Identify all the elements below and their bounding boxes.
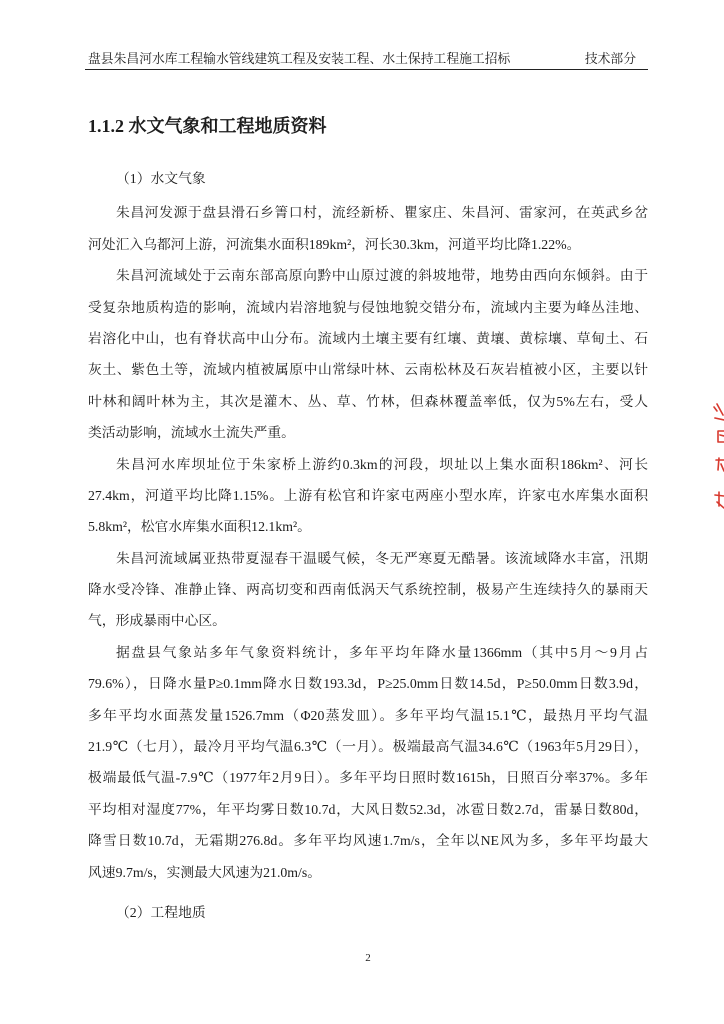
paragraph-line: 朱昌河流域处于云南东部高原向黔中山原过渡的斜坡地带，地势由西向东倾斜。由于 <box>116 268 648 284</box>
header-section: 技术部分 <box>584 52 636 66</box>
paragraph-line: 朱昌河发源于盘县滑石乡箐口村，流经新桥、瞿家庄、朱昌河、雷家河，在英武乡岔 <box>116 205 648 221</box>
stamp-fragment <box>712 400 724 512</box>
header-title: 盘县朱昌河水库工程输水管线建筑工程及安装工程、水土保持工程施工招标 <box>88 52 511 66</box>
paragraph <box>88 449 648 543</box>
paragraph-line: 5.8km²，松官水库集水面积12.1km²。 <box>88 519 311 535</box>
paragraph-line: 类活动影响，流域水土流失严重。 <box>88 425 295 441</box>
paragraph-line: 21.9℃（七月），最冷月平均气温6.3℃（一月）。极端最高气温34.6℃（1963年5月29日）， <box>88 739 648 755</box>
paragraph <box>88 543 648 637</box>
paragraph-line: 据盘县气象站多年气象资料统计，多年平均年降水量1366mm（其中5月～9月占 <box>116 644 648 660</box>
paragraph-line: 灰土、紫色土等，流域内植被属原中山常绿叶林、云南松林及石灰岩植被小区，主要以针 <box>88 362 648 378</box>
paragraph-line: 79.6%），日降水量P≥0.1mm降水日数193.3d，P≥25.0mm日数14.5d，P≥50.0mm日数3.9d， <box>88 676 648 692</box>
paragraph-line: 多年平均水面蒸发量1526.7mm（Φ20蒸发皿）。多年平均气温15.1℃，最热月平均气温 <box>88 707 648 723</box>
paragraph <box>88 637 648 888</box>
paragraph-line: 河处汇入乌都河上游，河流集水面积189km²，河长30.3km，河道平均比降1.22%。 <box>88 236 581 252</box>
section-title: 1.1.2 水文气象和工程地质资料 <box>88 116 327 136</box>
document-body <box>88 163 648 928</box>
paragraph-line: 气，形成暴雨中心区。 <box>88 613 226 629</box>
paragraph <box>88 260 648 448</box>
paragraph-line: 朱昌河水库坝址位于朱家桥上游约0.3km的河段，坝址以上集水面积186km²、河长 <box>116 456 648 472</box>
section-heading: （1）水文气象 <box>116 171 206 186</box>
paragraph-line: 平均相对湿度77%，年平均雾日数10.7d，大风日数52.3d，冰雹日数2.7d，雷暴日数80d， <box>88 801 648 817</box>
page-number: 2 <box>365 952 371 964</box>
paragraph-line: 朱昌河流域属亚热带夏湿春干温暖气候，冬无严寒夏无酷暑。该流域降水丰富，汛期 <box>116 550 648 566</box>
section-heading: （2）工程地质 <box>116 904 206 920</box>
paragraph-line: 风速9.7m/s，实测最大风速为21.0m/s。 <box>88 864 322 880</box>
paragraph-line: 岩溶化中山，也有脊状高中山分布。流域内土壤主要有红壤、黄壤、黄棕壤、草甸土、石 <box>88 330 648 346</box>
page-header <box>85 51 648 70</box>
paragraph-line: 受复杂地质构造的影响，流域内岩溶地貌与侵蚀地貌交错分布，流域内主要为峰丛洼地、 <box>88 299 648 315</box>
paragraph-line: 降雪日数10.7d，无霜期276.8d。多年平均风速1.7m/s，全年以NE风为多，多年平均最大 <box>88 833 648 849</box>
paragraph-line: 27.4km，河道平均比降1.15%。上游有松官和许家屯两座小型水库，许家屯水库集水面积 <box>88 487 648 503</box>
paragraph <box>88 197 648 260</box>
paragraph-line: 降水受冷锋、准静止锋、两高切变和西南低涡天气系统控制，极易产生连续持久的暴雨天 <box>88 582 648 598</box>
paragraph-line: 叶林和阔叶林为主，其次是灌木、丛、草、竹林，但森林覆盖率低，仅为5%左右，受人 <box>88 393 648 409</box>
paragraph-line: 极端最低气温-7.9℃（1977年2月9日）。多年平均日照时数1615h，日照百分率37%。多年 <box>88 770 648 786</box>
